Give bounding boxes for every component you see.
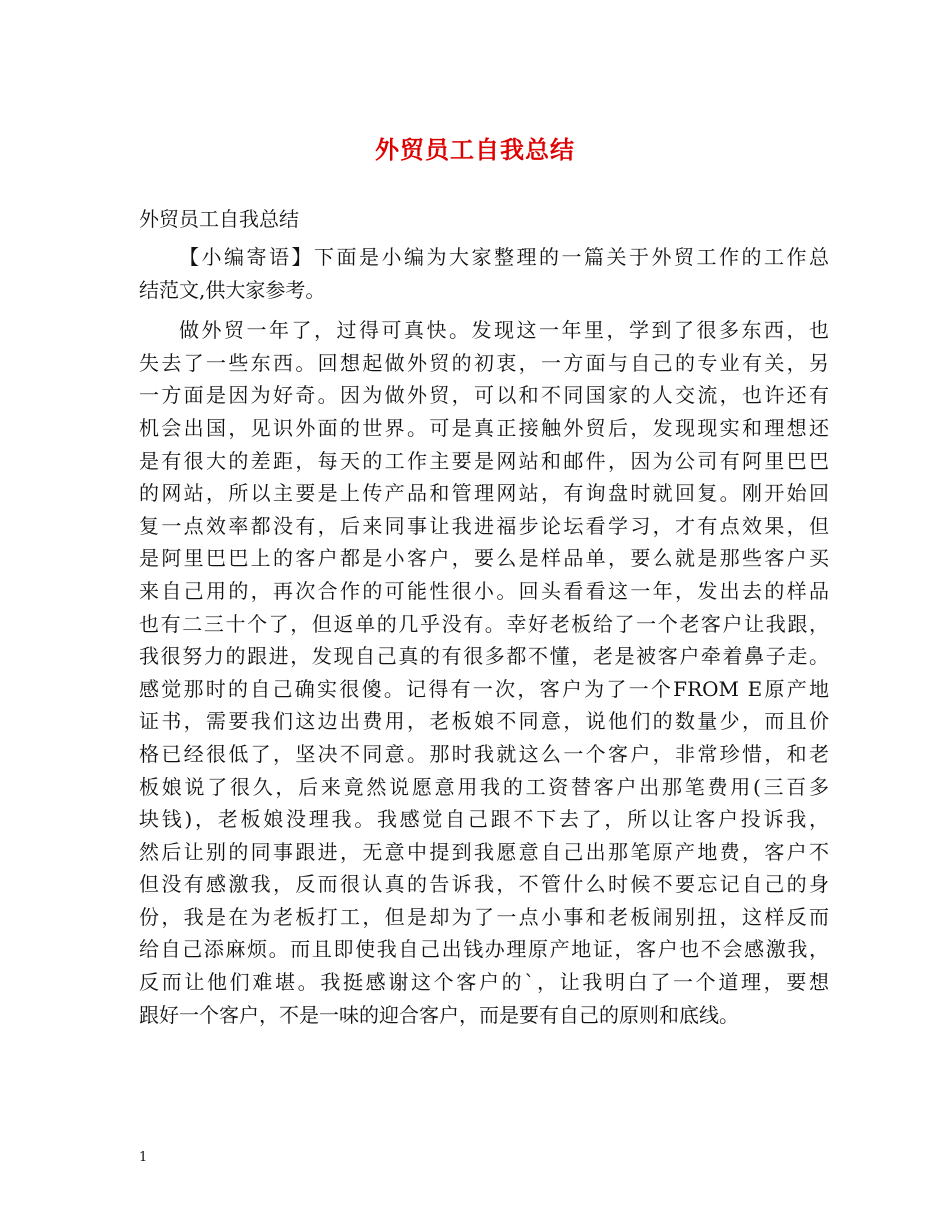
document-body xyxy=(139,241,829,1031)
paragraph-2-line: 也有二三十个了，但返单的几乎没有。幸好老板给了一个老客户让我跟， xyxy=(139,611,829,636)
paragraph-2-line: 一方面是因为好奇。因为做外贸，可以和不同国家的人交流，也许还有 xyxy=(139,383,829,408)
paragraph-2-line: 跟好一个客户，不是一味的迎合客户，而是要有自己的原则和底线。 xyxy=(139,1002,739,1027)
paragraph-2-line: 复一点效率都没有，后来同事让我进福步论坛看学习，才有点效果，但 xyxy=(139,513,829,538)
paragraph-2-line: 的网站，所以主要是上传产品和管理网站，有询盘时就回复。刚开始回 xyxy=(139,481,829,506)
paragraph-2-line: 是有很大的差距，每天的工作主要是网站和邮件，因为公司有阿里巴巴 xyxy=(139,448,829,473)
paragraph-2-line: 格已经很低了，坚决不同意。那时我就这么一个客户，非常珍惜，和老 xyxy=(139,741,829,766)
paragraph-2-line: 板娘说了很久，后来竟然说愿意用我的工资替客户出那笔费用(三百多 xyxy=(139,774,829,799)
paragraph-2-line: 来自己用的，再次合作的可能性很小。回头看看这一年，发出去的样品 xyxy=(139,578,829,603)
paragraph-2-line: 是阿里巴巴上的客户都是小客户，要么是样品单，要么就是那些客户买 xyxy=(139,546,829,571)
paragraph-2-line: 份，我是在为老板打工，但是却为了一点小事和老板闹别扭，这样反而 xyxy=(139,904,829,929)
paragraph-1-line: 【小编寄语】下面是小编为大家整理的一篇关于外贸工作的工作总 xyxy=(179,245,829,269)
paragraph-2-line: 然后让别的同事跟进，无意中提到我愿意自己出那笔原产地费，客户不 xyxy=(139,839,829,864)
paragraph-2-line: 块钱)，老板娘没理我。我感觉自己跟不下去了，所以让客户投诉我， xyxy=(139,807,829,832)
paragraph-2-line: 我很努力的跟进，发现自己真的有很多都不懂，老是被客户牵着鼻子走。 xyxy=(139,644,829,669)
paragraph-2-line: 但没有感激我，反而很认真的告诉我，不管什么时候不要忘记自己的身 xyxy=(139,872,829,897)
paragraph-2-line: 证书，需要我们这边出费用，老板娘不同意，说他们的数量少，而且价 xyxy=(139,709,829,734)
paragraph-2-line: 机会出国，见识外面的世界。可是真正接触外贸后，发现现实和理想还 xyxy=(139,415,829,440)
paragraph-1-line: 结范文,供大家参考。 xyxy=(139,277,326,302)
document-title: 外贸员工自我总结 xyxy=(375,135,575,164)
paragraph-2-line: 给自己添麻烦。而且即使我自己出钱办理原产地证，客户也不会感激我， xyxy=(139,937,829,962)
page-number: 1 xyxy=(139,1150,148,1165)
paragraph-2-line: 失去了一些东西。回想起做外贸的初衷，一方面与自己的专业有关，另 xyxy=(139,350,829,375)
paragraph-2-line: 反而让他们难堪。我挺感谢这个客户的`，让我明白了一个道理，要想 xyxy=(139,970,829,995)
paragraph-2-line: 做外贸一年了，过得可真快。发现这一年里，学到了很多东西，也 xyxy=(179,318,829,343)
document-subtitle: 外贸员工自我总结 xyxy=(139,207,299,231)
paragraph-2-line: 感觉那时的自己确实很傻。记得有一次，客户为了一个FROM E原产地 xyxy=(139,676,829,701)
